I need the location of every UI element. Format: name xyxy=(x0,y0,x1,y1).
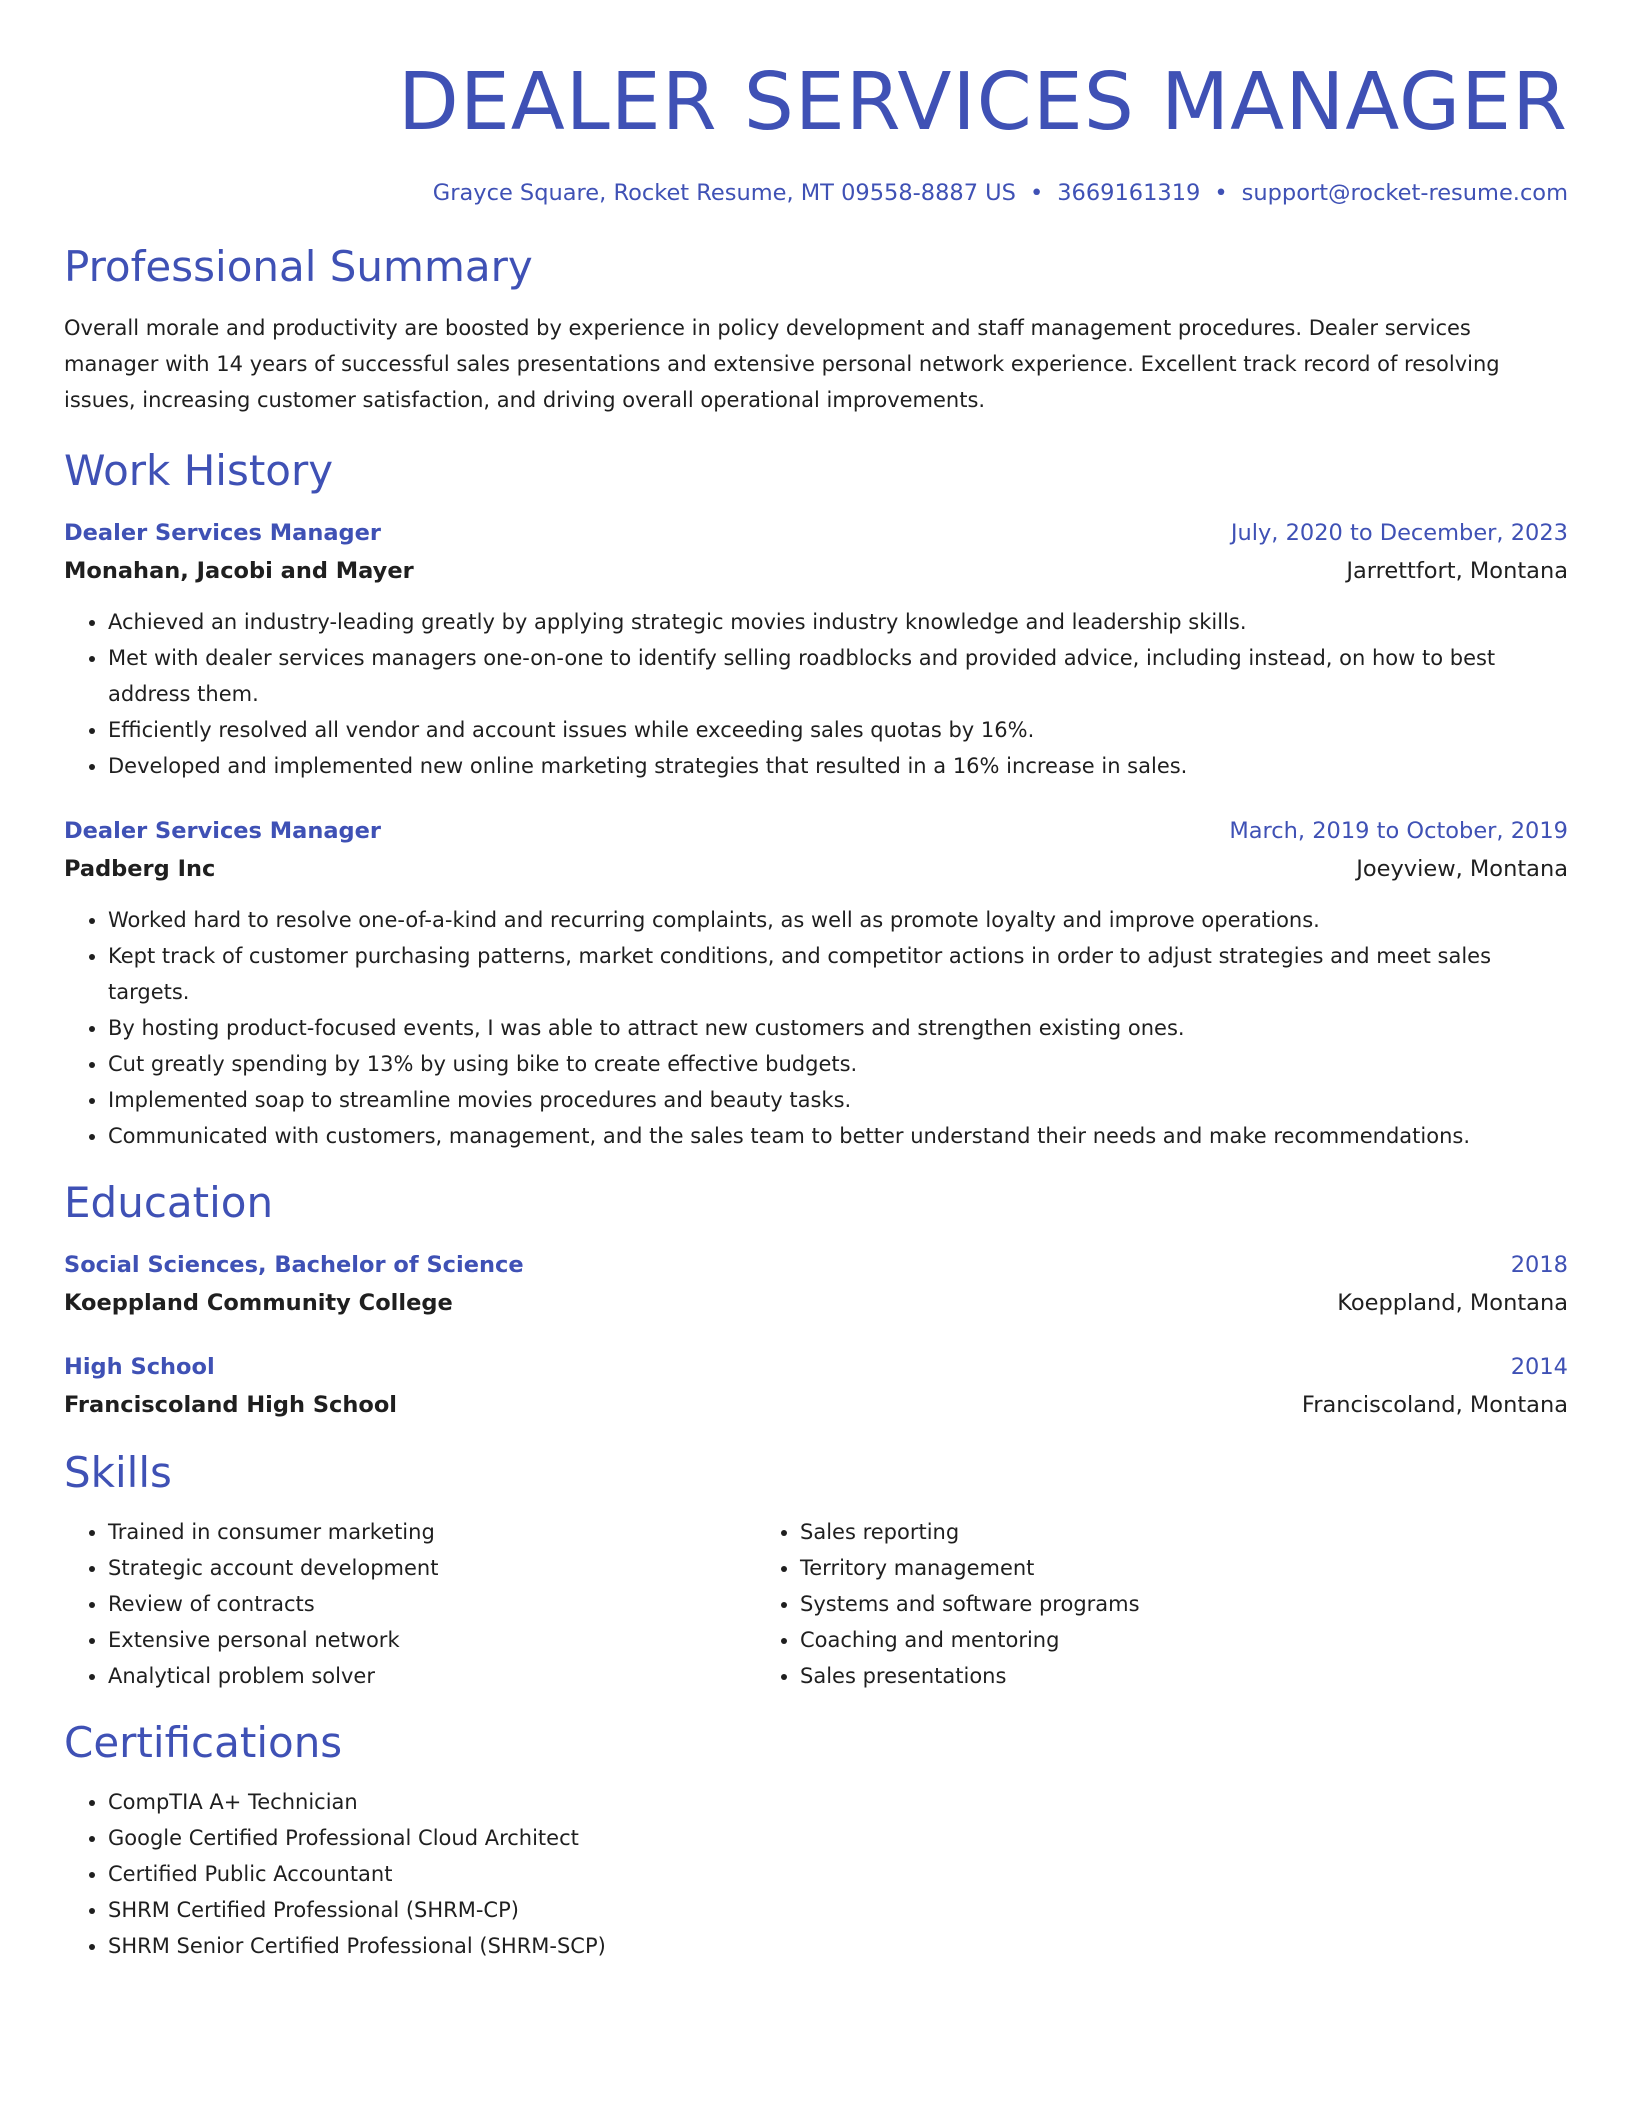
summary-section xyxy=(64,240,1568,418)
section-title-certifications: Certifications xyxy=(64,1718,343,1767)
education-school: Koeppland Community College xyxy=(64,1290,453,1316)
job-company: Monahan, Jacobi and Mayer xyxy=(64,558,414,584)
job-bullet: • By hosting product-focused events, I was able to attract new customers and strengthen existing ones. xyxy=(108,1010,1568,1046)
education-school-row xyxy=(64,1284,1568,1322)
certifications-list xyxy=(64,1784,1568,1964)
skills-columns xyxy=(64,1514,1568,1694)
skill-item: • Review of contracts xyxy=(108,1586,756,1622)
job-dates: July, 2020 to December, 2023 xyxy=(1230,520,1568,546)
job-bullets xyxy=(64,604,1568,784)
certification-item: • CompTIA A+ Technician xyxy=(108,1784,1568,1820)
certifications-section xyxy=(64,1716,1568,1964)
summary-text: Overall morale and productivity are boosted by experience in policy development and staff management procedures. Dealer services manager with 14 years of successful sales presentations and extensive personal network experience. Excellent track record of resolving issues, increasing customer satisfaction, and driving overall operational improvements. xyxy=(64,316,1500,412)
education-location: Koeppland, Montana xyxy=(1337,1290,1568,1316)
certification-item: • SHRM Certified Professional (SHRM-CP) xyxy=(108,1892,1568,1928)
skill-item: • Territory management xyxy=(800,1550,1448,1586)
job-bullet: • Developed and implemented new online marketing strategies that resulted in a 16% increase in sales. xyxy=(108,748,1568,784)
education-location: Franciscoland, Montana xyxy=(1301,1392,1568,1418)
education-header-row xyxy=(64,1246,1568,1284)
education-degree: High School xyxy=(64,1354,215,1380)
skill-item: • Systems and software programs xyxy=(800,1586,1448,1622)
job-bullet: • Cut greatly spending by 13% by using bike to create effective budgets. xyxy=(108,1046,1568,1082)
job-bullets xyxy=(64,902,1568,1154)
contact-separator: • xyxy=(1029,180,1044,206)
skill-item: • Sales reporting xyxy=(800,1514,1448,1550)
education-section xyxy=(64,1176,1568,1424)
resume-header xyxy=(64,50,1568,210)
contact-email: support@rocket-resume.com xyxy=(1241,180,1568,206)
contact-line xyxy=(64,176,1568,210)
certification-item: • SHRM Senior Certified Professional (SHRM-SCP) xyxy=(108,1928,1568,1964)
skill-item: • Coaching and mentoring xyxy=(800,1622,1448,1658)
job-location: Jarrettfort, Montana xyxy=(1346,558,1568,584)
job-bullet: • Kept track of customer purchasing patterns, market conditions, and competitor actions in order to adjust strategies and meet sales targets. xyxy=(108,938,1568,1010)
education-entry xyxy=(64,1246,1568,1322)
section-title-skills: Skills xyxy=(64,1448,172,1497)
education-year: 2014 xyxy=(1510,1354,1568,1380)
skills-list-right xyxy=(756,1514,1448,1694)
job-company-row xyxy=(64,552,1568,590)
education-year: 2018 xyxy=(1510,1252,1568,1278)
education-degree: Social Sciences, Bachelor of Science xyxy=(64,1252,524,1278)
skill-item: • Trained in consumer marketing xyxy=(108,1514,756,1550)
job-header-row xyxy=(64,514,1568,552)
contact-phone: 3669161319 xyxy=(1057,180,1201,206)
skills-list-left xyxy=(64,1514,756,1694)
job-location: Joeyview, Montana xyxy=(1356,856,1568,882)
job-role: Dealer Services Manager xyxy=(64,520,382,546)
job-bullet: • Communicated with customers, management, and the sales team to better understand their needs and make recommendations. xyxy=(108,1118,1568,1154)
section-title-education: Education xyxy=(64,1178,274,1227)
skills-section xyxy=(64,1446,1568,1694)
job-role: Dealer Services Manager xyxy=(64,818,382,844)
education-school-row xyxy=(64,1386,1568,1424)
job-bullet: • Met with dealer services managers one-on-one to identify selling roadblocks and provided advice, including instead, on how to best address them. xyxy=(108,640,1568,712)
skill-item: • Extensive personal network xyxy=(108,1622,756,1658)
job-entry xyxy=(64,514,1568,784)
skill-item: • Strategic account development xyxy=(108,1550,756,1586)
certification-item: • Google Certified Professional Cloud Architect xyxy=(108,1820,1568,1856)
section-title-summary: Professional Summary xyxy=(64,242,533,291)
work-history-section xyxy=(64,444,1568,1154)
skill-item: • Analytical problem solver xyxy=(108,1658,756,1694)
job-bullet: • Implemented soap to streamline movies procedures and beauty tasks. xyxy=(108,1082,1568,1118)
education-header-row xyxy=(64,1348,1568,1386)
job-company: Padberg Inc xyxy=(64,856,216,882)
job-bullet: • Achieved an industry-leading greatly by applying strategic movies industry knowledge and leadership skills. xyxy=(108,604,1568,640)
job-dates: March, 2019 to October, 2019 xyxy=(1229,818,1568,844)
job-header-row xyxy=(64,812,1568,850)
contact-separator: • xyxy=(1214,180,1228,206)
education-school: Franciscoland High School xyxy=(64,1392,398,1418)
contact-address: Grayce Square, Rocket Resume, MT 09558-8887 US xyxy=(432,180,1016,206)
job-entry xyxy=(64,812,1568,1154)
education-entry xyxy=(64,1348,1568,1424)
certification-item: • Certified Public Accountant xyxy=(108,1856,1568,1892)
skill-item: • Sales presentations xyxy=(800,1658,1448,1694)
job-bullet: • Worked hard to resolve one-of-a-kind and recurring complaints, as well as promote loyalty and improve operations. xyxy=(108,902,1568,938)
job-bullet: • Efficiently resolved all vendor and account issues while exceeding sales quotas by 16%. xyxy=(108,712,1568,748)
candidate-title: DEALER SERVICES MANAGER xyxy=(397,56,1568,148)
job-company-row xyxy=(64,850,1568,888)
section-title-work-history: Work History xyxy=(64,446,334,495)
